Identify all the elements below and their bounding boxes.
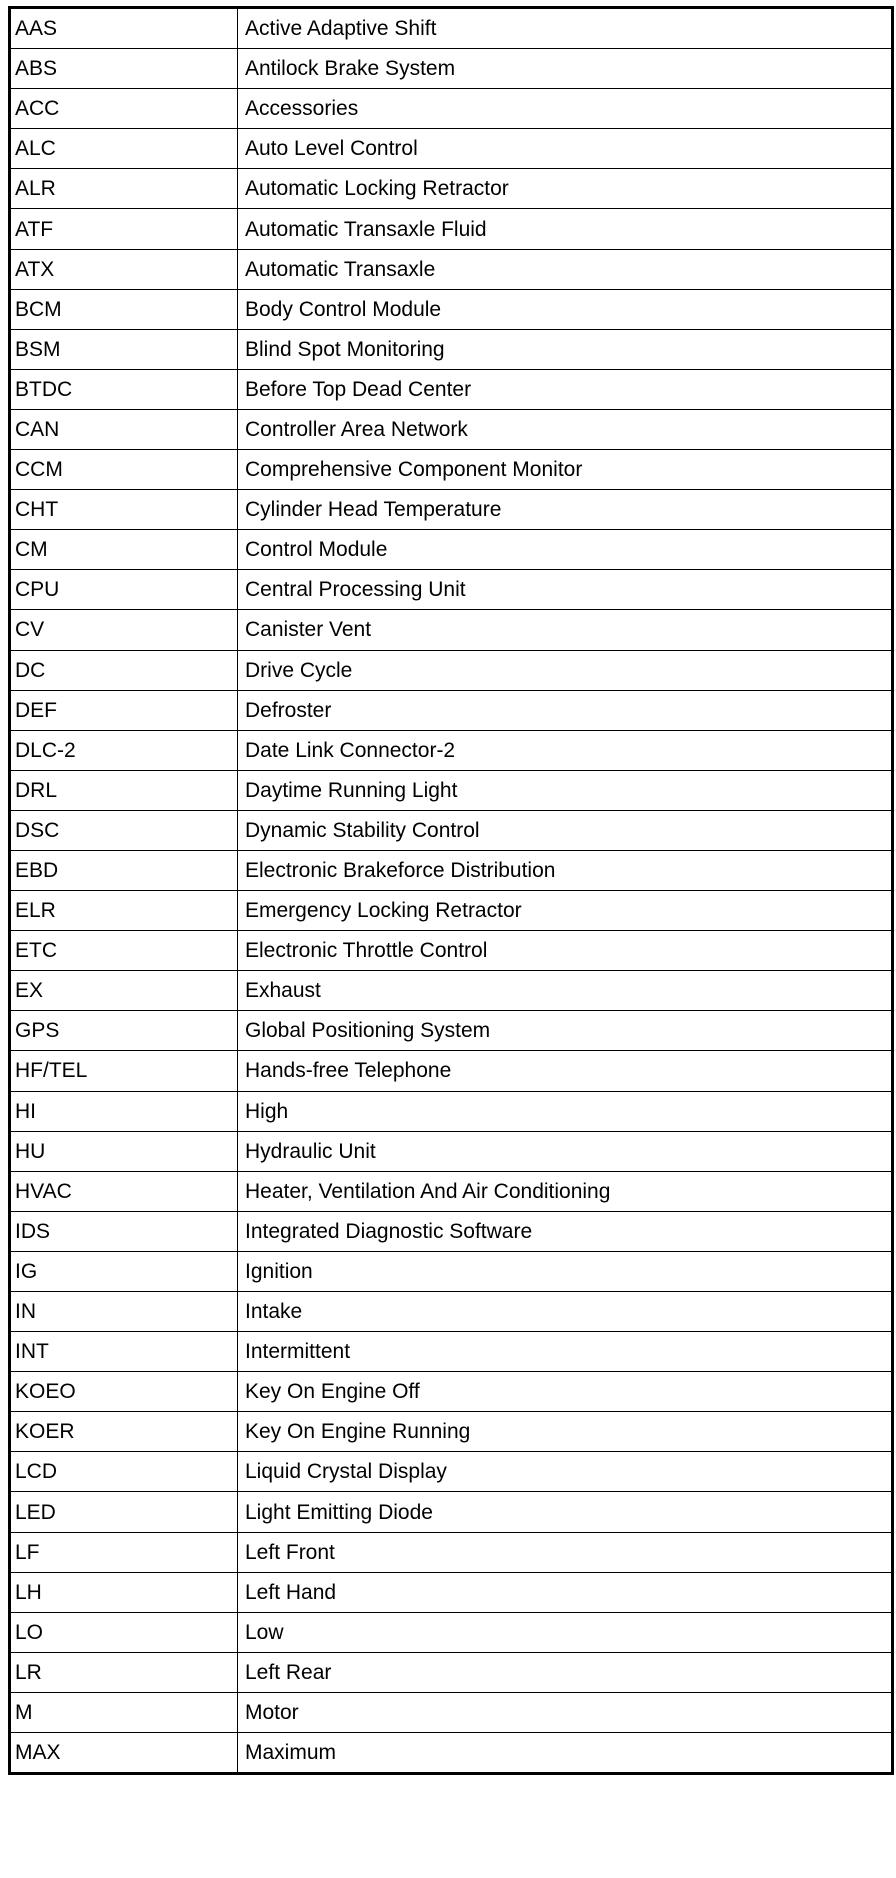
table-row [10, 450, 893, 490]
definition-cell: Key On Engine Running [238, 1412, 893, 1452]
definition-cell: Comprehensive Component Monitor [238, 450, 893, 490]
abbreviation-cell: LR [10, 1652, 238, 1692]
definition-cell: Global Positioning System [238, 1011, 893, 1051]
abbreviation-cell: AAS [10, 8, 238, 49]
definition-cell: Intake [238, 1292, 893, 1332]
definition-cell: Dynamic Stability Control [238, 810, 893, 850]
definition-cell: Blind Spot Monitoring [238, 329, 893, 369]
abbreviation-cell: HVAC [10, 1171, 238, 1211]
abbreviation-cell: CPU [10, 570, 238, 610]
table-row [10, 1332, 893, 1372]
definition-cell: Active Adaptive Shift [238, 8, 893, 49]
table-row [10, 891, 893, 931]
table-row [10, 1532, 893, 1572]
abbreviation-cell: LF [10, 1532, 238, 1572]
definition-cell: Ignition [238, 1251, 893, 1291]
definition-cell: Central Processing Unit [238, 570, 893, 610]
abbreviation-cell: ALC [10, 129, 238, 169]
table-row [10, 810, 893, 850]
abbreviation-table [8, 6, 894, 1775]
table-row [10, 289, 893, 329]
definition-cell: Motor [238, 1692, 893, 1732]
abbreviation-cell: DRL [10, 770, 238, 810]
abbreviation-cell: MAX [10, 1733, 238, 1774]
table-row [10, 49, 893, 89]
table-row [10, 490, 893, 530]
abbreviation-cell: ALR [10, 169, 238, 209]
abbreviation-cell: HU [10, 1131, 238, 1171]
definition-cell: Date Link Connector-2 [238, 730, 893, 770]
abbreviation-cell: IDS [10, 1211, 238, 1251]
definition-cell: Antilock Brake System [238, 49, 893, 89]
definition-cell: Emergency Locking Retractor [238, 891, 893, 931]
table-row [10, 931, 893, 971]
table-row [10, 249, 893, 289]
table-row [10, 1051, 893, 1091]
abbreviation-cell: HI [10, 1091, 238, 1131]
definition-cell: Defroster [238, 690, 893, 730]
abbreviation-cell: LO [10, 1612, 238, 1652]
table-row [10, 530, 893, 570]
abbreviation-cell: INT [10, 1332, 238, 1372]
abbreviation-cell: LCD [10, 1452, 238, 1492]
table-row [10, 1211, 893, 1251]
abbreviation-cell: ATX [10, 249, 238, 289]
definition-cell: Canister Vent [238, 610, 893, 650]
table-row [10, 1572, 893, 1612]
table-row [10, 1292, 893, 1332]
table-row [10, 1612, 893, 1652]
definition-cell: Controller Area Network [238, 409, 893, 449]
definition-cell: Body Control Module [238, 289, 893, 329]
table-row [10, 650, 893, 690]
abbreviation-cell: ATF [10, 209, 238, 249]
table-row [10, 1131, 893, 1171]
abbreviation-cell: KOER [10, 1412, 238, 1452]
table-row [10, 169, 893, 209]
definition-cell: Left Rear [238, 1652, 893, 1692]
abbreviation-cell: ELR [10, 891, 238, 931]
table-row [10, 730, 893, 770]
abbreviation-cell: LED [10, 1492, 238, 1532]
table-row [10, 1692, 893, 1732]
definition-cell: Low [238, 1612, 893, 1652]
table-row [10, 1652, 893, 1692]
table-row [10, 329, 893, 369]
definition-cell: Heater, Ventilation And Air Conditioning [238, 1171, 893, 1211]
abbreviation-cell: HF/TEL [10, 1051, 238, 1091]
table-row [10, 129, 893, 169]
abbreviation-cell: DLC-2 [10, 730, 238, 770]
table-row [10, 971, 893, 1011]
table-row [10, 850, 893, 890]
abbreviation-cell: GPS [10, 1011, 238, 1051]
abbreviation-cell: CCM [10, 450, 238, 490]
definition-cell: Liquid Crystal Display [238, 1452, 893, 1492]
table-row [10, 1372, 893, 1412]
abbreviation-cell: DEF [10, 690, 238, 730]
definition-cell: Auto Level Control [238, 129, 893, 169]
abbreviation-cell: ABS [10, 49, 238, 89]
definition-cell: High [238, 1091, 893, 1131]
table-row [10, 570, 893, 610]
definition-cell: Intermittent [238, 1332, 893, 1372]
abbreviation-cell: CM [10, 530, 238, 570]
definition-cell: Light Emitting Diode [238, 1492, 893, 1532]
definition-cell: Exhaust [238, 971, 893, 1011]
definition-cell: Control Module [238, 530, 893, 570]
abbreviation-cell: BTDC [10, 369, 238, 409]
table-row [10, 770, 893, 810]
definition-cell: Hydraulic Unit [238, 1131, 893, 1171]
abbreviation-cell: IG [10, 1251, 238, 1291]
abbreviation-cell: ACC [10, 89, 238, 129]
definition-cell: Cylinder Head Temperature [238, 490, 893, 530]
definition-cell: Automatic Locking Retractor [238, 169, 893, 209]
table-row [10, 1171, 893, 1211]
abbreviation-table-body [10, 8, 893, 1774]
abbreviation-cell: BCM [10, 289, 238, 329]
definition-cell: Key On Engine Off [238, 1372, 893, 1412]
abbreviation-cell: ETC [10, 931, 238, 971]
abbreviation-cell: IN [10, 1292, 238, 1332]
table-row [10, 1251, 893, 1291]
table-row [10, 1492, 893, 1532]
table-row [10, 8, 893, 49]
abbreviation-cell: LH [10, 1572, 238, 1612]
definition-cell: Automatic Transaxle [238, 249, 893, 289]
table-row [10, 1452, 893, 1492]
definition-cell: Electronic Brakeforce Distribution [238, 850, 893, 890]
abbreviation-cell: M [10, 1692, 238, 1732]
abbreviation-cell: BSM [10, 329, 238, 369]
definition-cell: Before Top Dead Center [238, 369, 893, 409]
abbreviation-cell: DSC [10, 810, 238, 850]
abbreviation-cell: EBD [10, 850, 238, 890]
table-row [10, 690, 893, 730]
table-row [10, 369, 893, 409]
table-row [10, 1733, 893, 1774]
definition-cell: Daytime Running Light [238, 770, 893, 810]
definition-cell: Accessories [238, 89, 893, 129]
table-row [10, 409, 893, 449]
definition-cell: Left Front [238, 1532, 893, 1572]
definition-cell: Drive Cycle [238, 650, 893, 690]
table-row [10, 1011, 893, 1051]
definition-cell: Left Hand [238, 1572, 893, 1612]
table-row [10, 89, 893, 129]
abbreviation-cell: KOEO [10, 1372, 238, 1412]
definition-cell: Hands-free Telephone [238, 1051, 893, 1091]
abbreviation-cell: CHT [10, 490, 238, 530]
abbreviation-cell: CV [10, 610, 238, 650]
definition-cell: Electronic Throttle Control [238, 931, 893, 971]
definition-cell: Integrated Diagnostic Software [238, 1211, 893, 1251]
definition-cell: Automatic Transaxle Fluid [238, 209, 893, 249]
abbreviation-cell: DC [10, 650, 238, 690]
table-row [10, 1412, 893, 1452]
table-row [10, 1091, 893, 1131]
abbreviation-cell: EX [10, 971, 238, 1011]
table-row [10, 610, 893, 650]
table-row [10, 209, 893, 249]
definition-cell: Maximum [238, 1733, 893, 1774]
abbreviation-cell: CAN [10, 409, 238, 449]
